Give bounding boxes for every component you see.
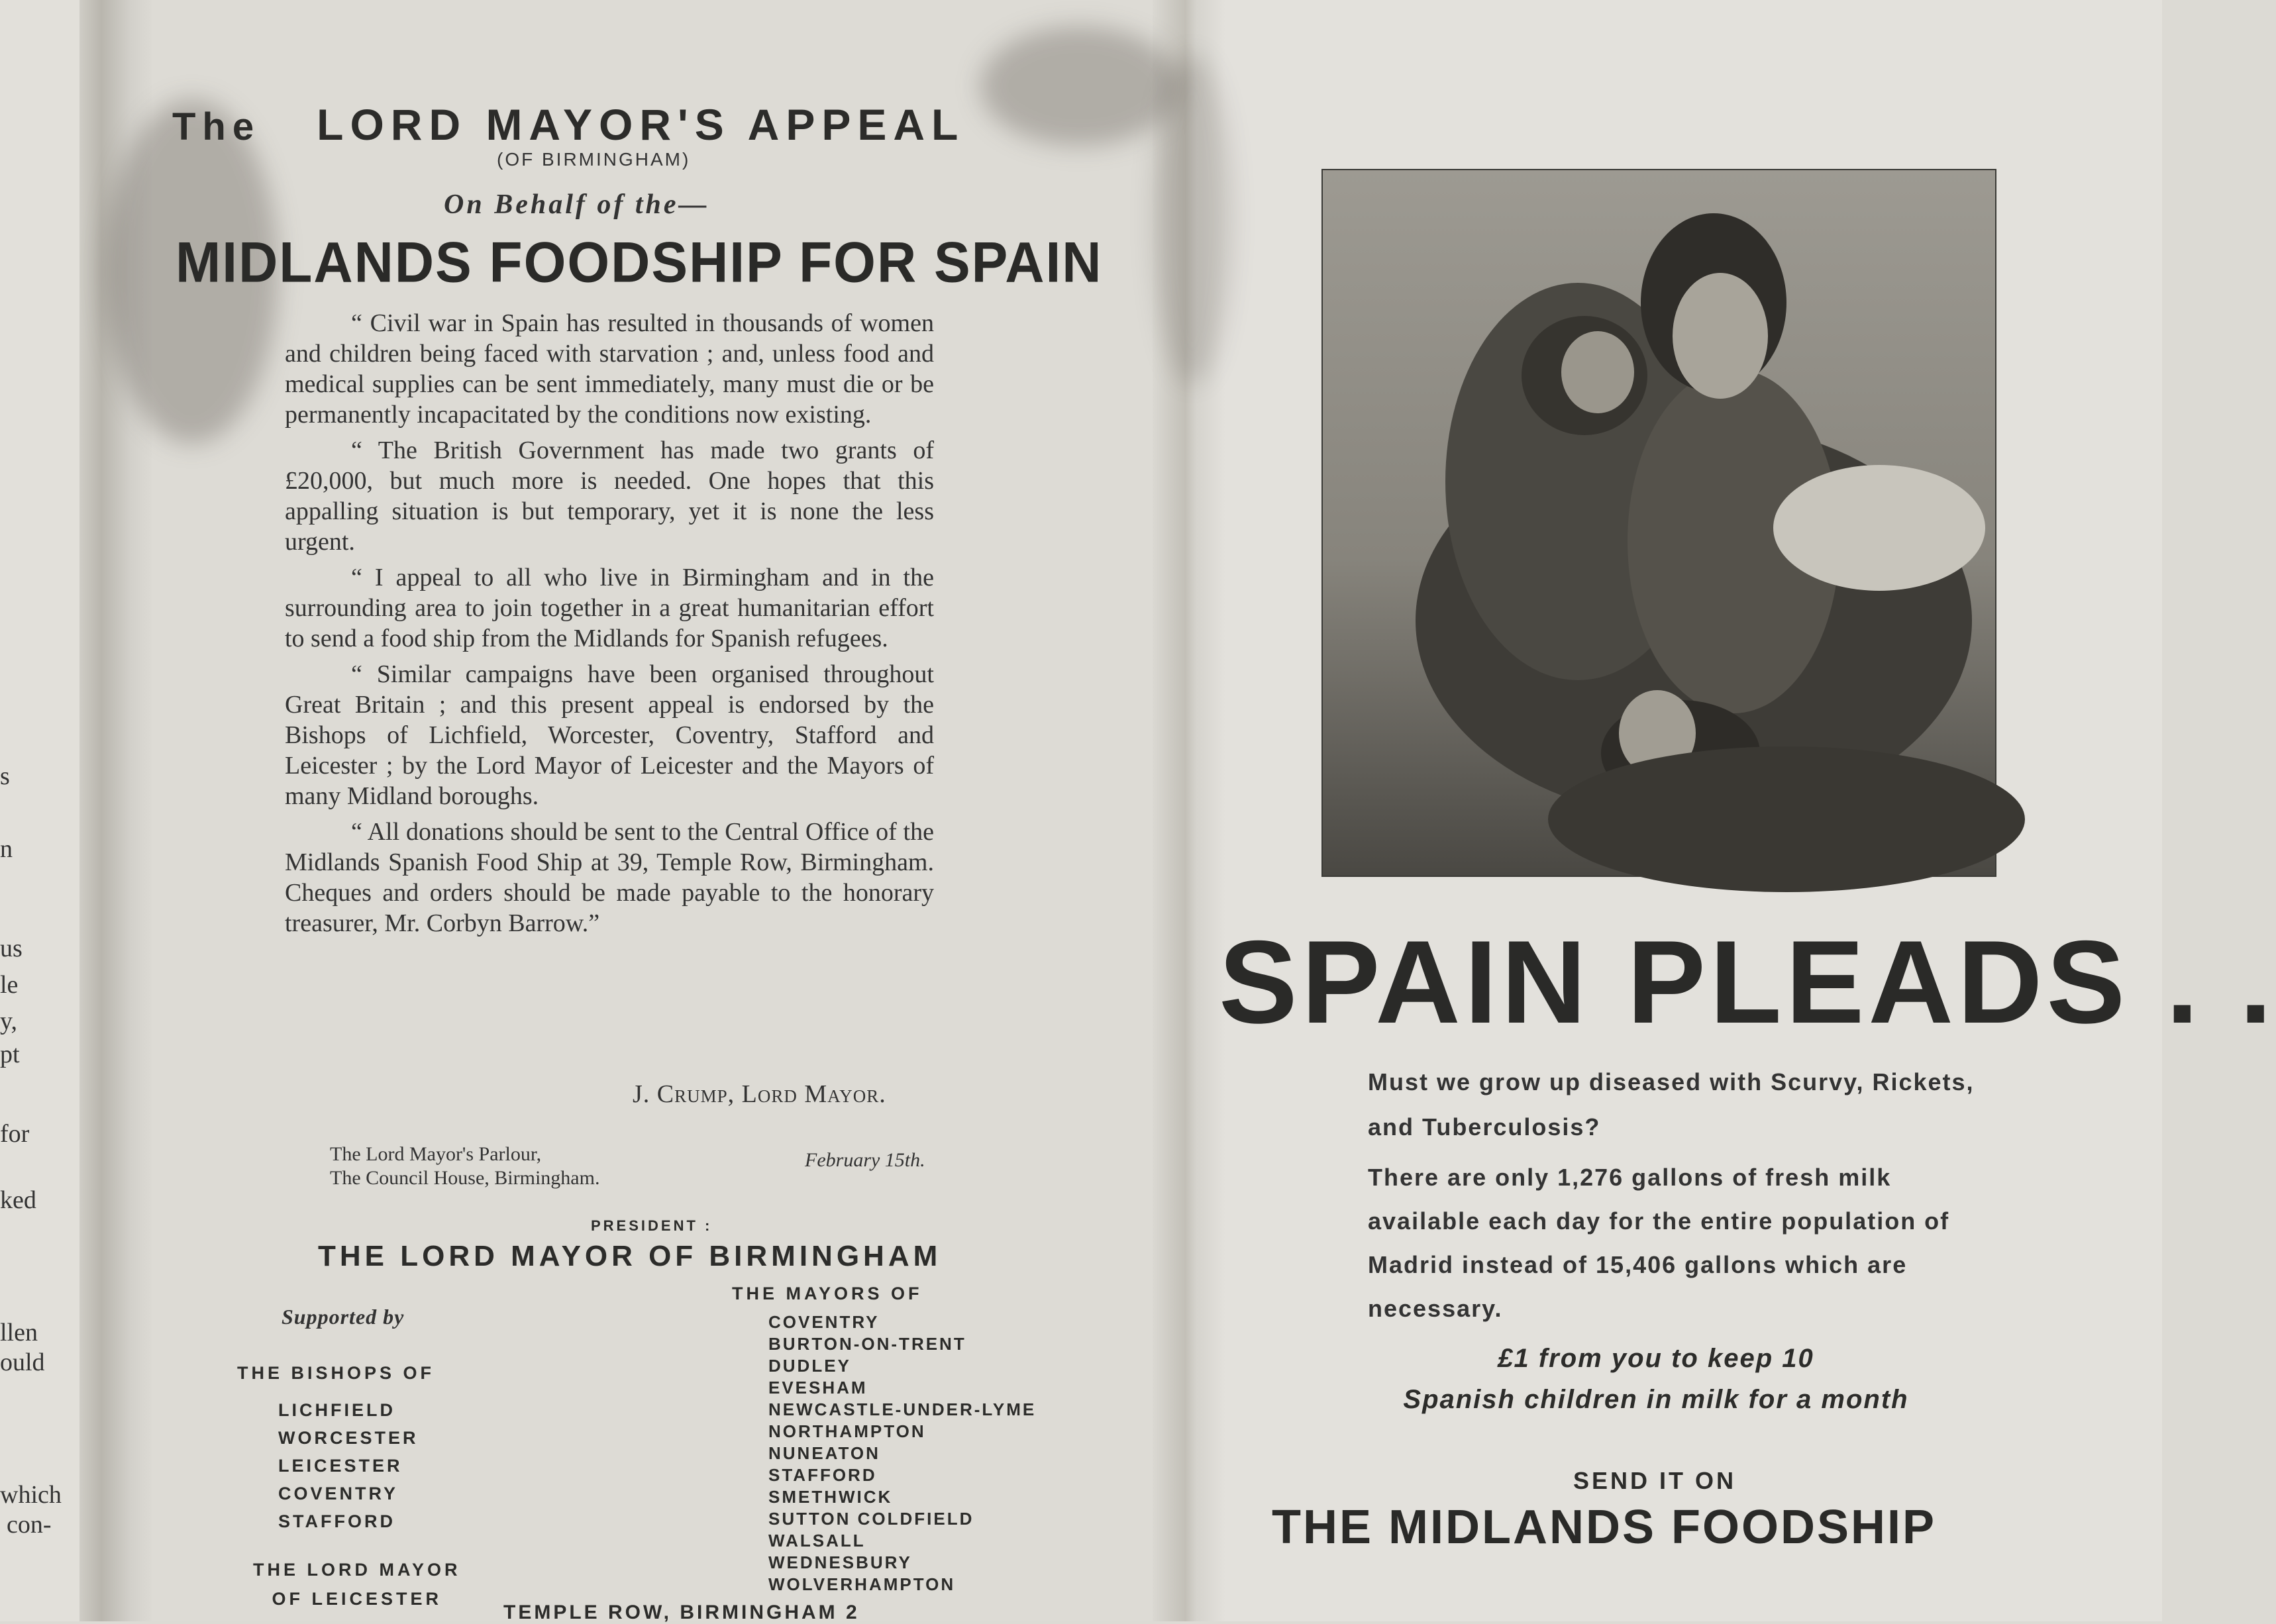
letter-date: February 15th. bbox=[805, 1149, 925, 1171]
spain-pleads-headline: SPAIN PLEADS . . bbox=[1219, 916, 2276, 1048]
edge-fragment: con- bbox=[7, 1511, 52, 1539]
appeal-title bbox=[172, 99, 1047, 150]
list-item: NEWCASTLE-UNDER-LYME bbox=[768, 1399, 1037, 1419]
appeal-paragraph: “ Civil war in Spain has resulted in thousands of women and children being faced with starvation ; and, unless food and medical supplies can be sent immediately, many must die or be permanently incapacitated by the conditions now existing. bbox=[285, 309, 934, 429]
children-photograph bbox=[1321, 169, 1996, 877]
on-behalf-line: On Behalf of the— bbox=[444, 189, 709, 220]
footer-address: TEMPLE ROW, BIRMINGHAM 2 bbox=[503, 1601, 860, 1623]
midlands-foodship-closing: THE MIDLANDS FOODSHIP bbox=[1272, 1501, 1937, 1554]
president-label: PRESIDENT : bbox=[591, 1217, 713, 1234]
parlour-line: The Council House, Birmingham. bbox=[330, 1167, 600, 1189]
mayors-heading: THE MAYORS OF bbox=[732, 1284, 923, 1303]
list-item: THE LORD MAYOR bbox=[253, 1560, 461, 1580]
appeal-title-the: The bbox=[172, 105, 261, 148]
list-item: DUDLEY bbox=[768, 1356, 851, 1376]
list-item: NUNEATON bbox=[768, 1443, 880, 1463]
list-item: NORTHAMPTON bbox=[768, 1421, 926, 1441]
paper-stain bbox=[1153, 53, 1232, 384]
edge-fragment: llen bbox=[0, 1319, 38, 1346]
list-item: WORCESTER bbox=[278, 1428, 419, 1448]
list-item: WALSALL bbox=[768, 1531, 866, 1550]
disease-question: Must we grow up diseased with Scurvy, Rickets, and Tuberculosis? bbox=[1368, 1068, 1975, 1141]
appeal-paragraph: “ All donations should be sent to the Central Office of the Midlands Spanish Food Ship at 39, Temple Row, Birmingham. Cheques and orders should be made payable to the honorary treasurer, Mr. Corbyn Barrow.” bbox=[285, 818, 934, 937]
offer-line: £1 from you to keep 10 bbox=[1498, 1344, 1814, 1373]
edge-fragment: us bbox=[0, 935, 23, 962]
list-item: COVENTRY bbox=[278, 1484, 399, 1503]
edge-fragment: s bbox=[0, 762, 10, 790]
appeal-subtitle: (OF BIRMINGHAM) bbox=[497, 149, 691, 170]
list-item: EVESHAM bbox=[768, 1378, 868, 1397]
supported-by-label: Supported by bbox=[282, 1305, 405, 1329]
president-name: THE LORD MAYOR OF BIRMINGHAM bbox=[318, 1240, 942, 1272]
edge-fragment: for bbox=[0, 1120, 30, 1148]
edge-fragment: y, bbox=[0, 1007, 18, 1035]
edge-fragment: n bbox=[0, 835, 13, 863]
list-item: STAFFORD bbox=[278, 1511, 395, 1531]
appeal-body bbox=[285, 308, 934, 944]
list-item: COVENTRY bbox=[768, 1312, 880, 1332]
offer-line: Spanish children in milk for a month bbox=[1403, 1385, 1909, 1414]
list-item: SUTTON COLDFIELD bbox=[768, 1509, 974, 1529]
donation-offer bbox=[1338, 1338, 1974, 1420]
edge-fragment: ould bbox=[0, 1348, 45, 1376]
edge-fragment: ked bbox=[0, 1186, 36, 1214]
list-item: WOLVERHAMPTON bbox=[768, 1574, 956, 1594]
bishops-list bbox=[278, 1396, 419, 1535]
edge-fragment: pt bbox=[0, 1040, 20, 1068]
list-item: LICHFIELD bbox=[278, 1400, 395, 1420]
list-item: SMETHWICK bbox=[768, 1487, 893, 1507]
appeal-paragraph: “ The British Government has made two grants of £20,000, but much more is needed. One hopes that this appalling situation is but temporary, yet it is none the less urgent. bbox=[285, 436, 934, 556]
signature: J. Crump, Lord Mayor. bbox=[633, 1080, 886, 1108]
photo-illustration bbox=[1323, 170, 1995, 876]
appeal-title-main: LORD MAYOR'S APPEAL bbox=[317, 100, 965, 149]
list-item: STAFFORD bbox=[768, 1465, 877, 1485]
list-item: OF LEICESTER bbox=[272, 1589, 442, 1609]
send-it-on-label: SEND IT ON bbox=[1573, 1467, 1737, 1494]
foodship-title: MIDLANDS FOODSHIP FOR SPAIN bbox=[176, 230, 1103, 295]
mayors-list bbox=[768, 1311, 1036, 1596]
edge-fragment: which bbox=[0, 1481, 62, 1509]
appeal-paragraph: “ I appeal to all who live in Birmingham and in the surrounding area to join together in a great humanitarian effort to send a food ship from the Midlands for Spanish refugees. bbox=[285, 564, 934, 652]
list-item: LEICESTER bbox=[278, 1456, 403, 1476]
lord-mayor-leicester bbox=[253, 1555, 461, 1613]
parlour-address bbox=[330, 1142, 599, 1190]
list-item: WEDNESBURY bbox=[768, 1552, 912, 1572]
list-item: BURTON-ON-TRENT bbox=[768, 1334, 966, 1354]
edge-fragment: le bbox=[0, 971, 19, 999]
milk-statistics: There are only 1,276 gallons of fresh milk available each day for the entire population of Madrid instead of 15,406 gallons which are necessary. bbox=[1368, 1164, 1950, 1322]
parlour-line: The Lord Mayor's Parlour, bbox=[330, 1143, 542, 1165]
appeal-paragraph: “ Similar campaigns have been organised throughout Great Britain ; and this present appeal is endorsed by the Bishops of Lichfield, Worcester, Coventry, Stafford and Leicester ; by the Lord Mayor of Leicester and the Mayors of many Midland boroughs. bbox=[285, 660, 934, 810]
bishops-heading: THE BISHOPS OF bbox=[237, 1363, 435, 1383]
